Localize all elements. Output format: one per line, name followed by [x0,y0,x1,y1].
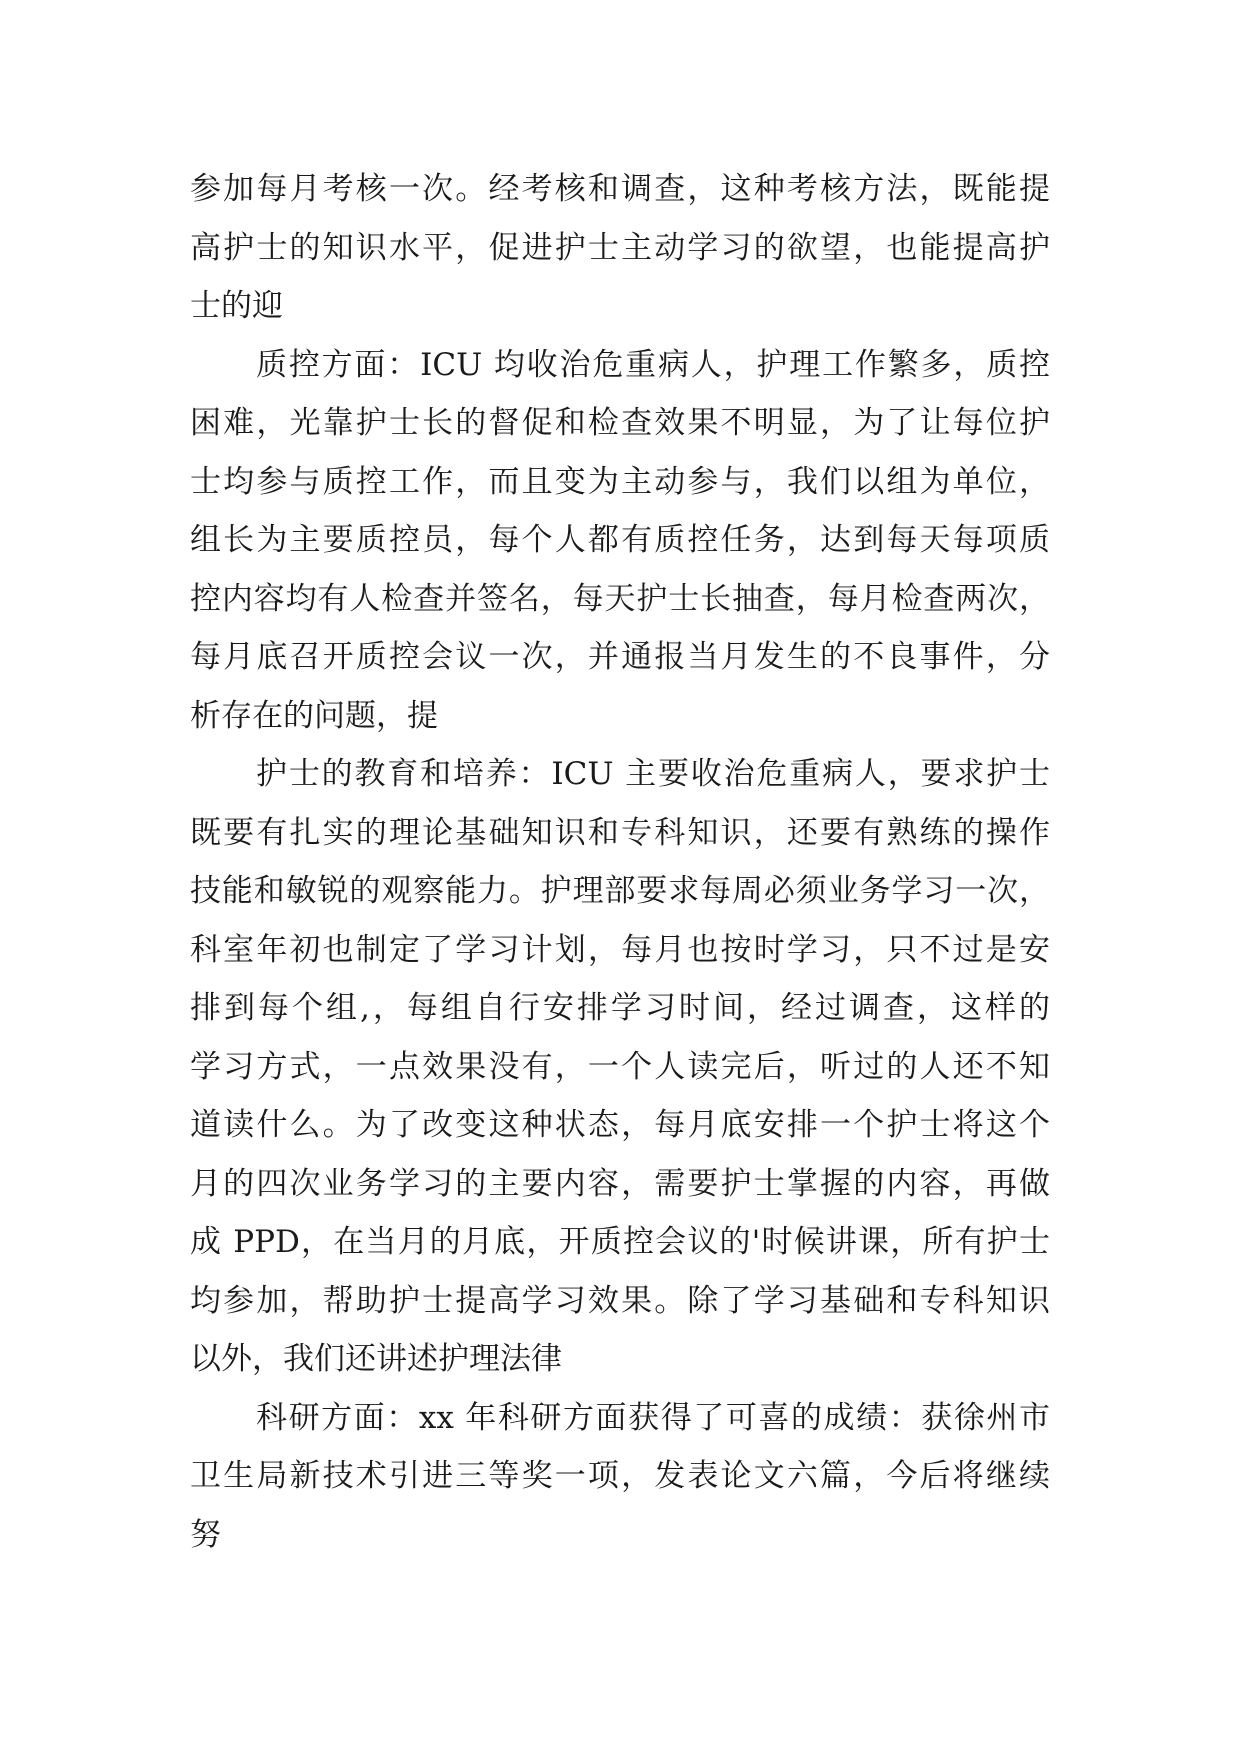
text-line: 道读什么。为了改变这种状态，每月底安排一个护士将这个 [190,1107,1050,1143]
text-line: 组长为主要质控员，每个人都有质控任务，达到每天每项质 [190,522,1050,558]
text-line: 析存在的问题，提 [190,697,438,734]
text-line: 既要有扎实的理论基础知识和专科知识，还要有熟练的操作 [190,814,1050,851]
text-line: 努 [190,1516,221,1553]
text-line: 困难，光靠护士长的督促和检查效果不明显，为了让每位护 [190,405,1050,441]
text-line: 排到每个组,，每组自行安排学习时间，经过调查，这样的 [190,990,1050,1026]
text-line: 月的四次业务学习的主要内容，需要护士掌握的内容，再做 [190,1165,1050,1202]
text-line: 士均参与质控工作，而且变为主动参与，我们以组为单位， [190,463,1050,500]
paragraph-first-line: 护士的教育和培养：ICU 主要收治危重病人，要求护士 [256,756,1050,792]
text-line: 均参加，帮助护士提高学习效果。除了学习基础和专科知识 [190,1282,1050,1319]
text-line: 技能和敏锐的观察能力。护理部要求每周必须业务学习一次， [190,873,1050,909]
text-line: 以外，我们还讲述护理法律 [190,1341,562,1377]
text-line: 每月底召开质控会议一次，并通报当月发生的不良事件，分 [190,639,1050,675]
text-line: 成 PPD，在当月的月底，开质控会议的'时候讲课，所有护士 [190,1224,1050,1260]
document-body [190,160,1050,1564]
text-line: 卫生局新技术引进三等奖一项，发表论文六篇，今后将继续 [190,1458,1050,1494]
text-line: 高护士的知识水平，促进护士主动学习的欲望，也能提高护 [190,229,1050,266]
text-line: 控内容均有人检查并签名，每天护士长抽查，每月检查两次， [190,580,1050,617]
text-line: 科室年初也制定了学习计划，每月也按时学习，只不过是安 [190,931,1050,968]
text-line: 士的迎 [190,288,283,324]
text-line: 学习方式，一点效果没有，一个人读完后，听过的人还不知 [190,1048,1050,1085]
paragraph-first-line: 质控方面：ICU 均收治危重病人，护理工作繁多，质控 [256,346,1050,383]
text-line: 参加每月考核一次。经考核和调查，这种考核方法，既能提 [190,171,1050,207]
paragraph-first-line: 科研方面：xx 年科研方面获得了可喜的成绩：获徐州市 [256,1399,1050,1436]
